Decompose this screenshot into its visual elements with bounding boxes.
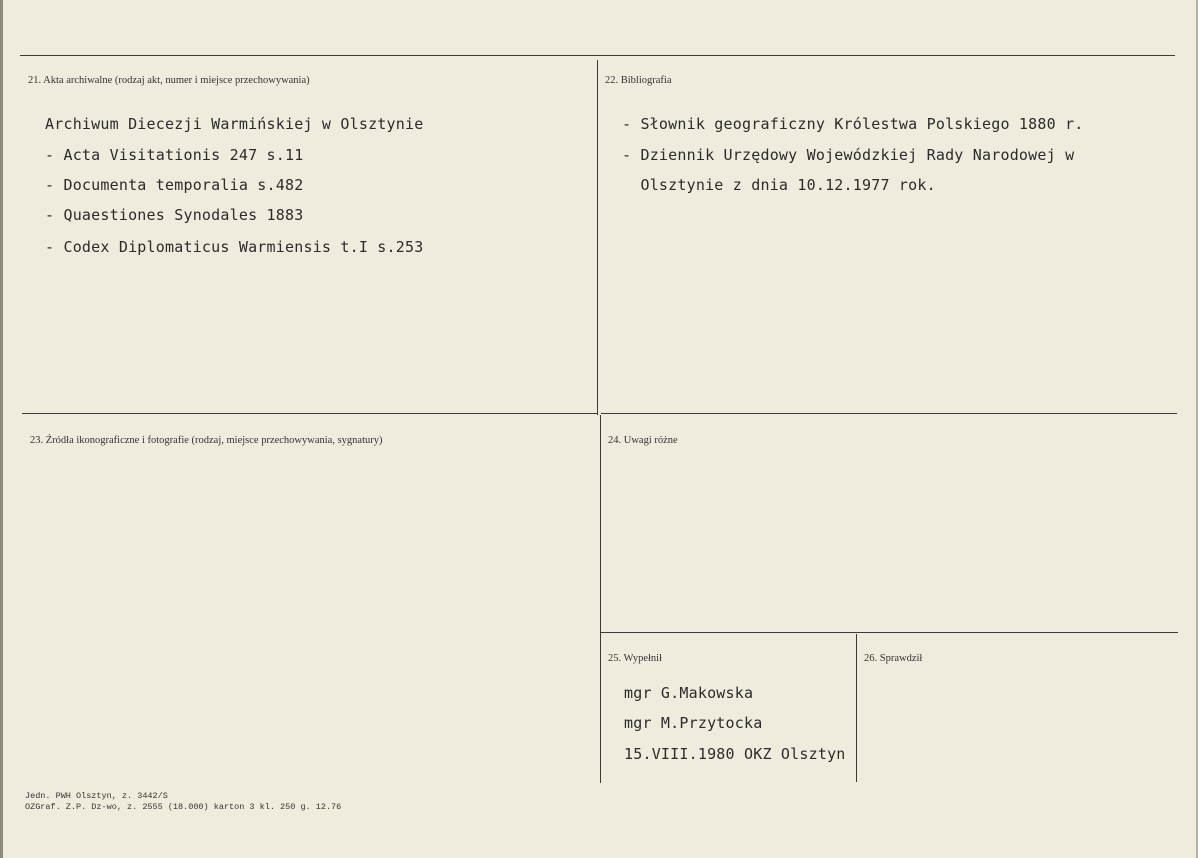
section-22-label: 22. Bibliografia bbox=[605, 75, 672, 86]
center-divider-upper bbox=[597, 60, 598, 415]
card-left-edge bbox=[0, 0, 3, 858]
top-rule bbox=[20, 55, 1175, 56]
section-23-label: 23. Źródła ikonograficzne i fotografie (rodzaj, miejsce przechowywania, sygnatury) bbox=[30, 435, 383, 446]
section-21-label: 21. Akta archiwalne (rodzaj akt, numer i miejsce przechowywania) bbox=[28, 75, 310, 86]
center-divider-lower bbox=[600, 415, 601, 783]
section-21-line: - Documenta temporalia s.482 bbox=[45, 176, 304, 194]
section-24-label: 24. Uwagi różne bbox=[608, 435, 678, 446]
section-21-line: - Acta Visitationis 247 s.11 bbox=[45, 146, 304, 164]
section-25-label: 25. Wypełnił bbox=[608, 653, 663, 664]
section-22-line: - Słownik geograficzny Królestwa Polskiego 1880 r. bbox=[622, 115, 1084, 133]
middle-rule-left bbox=[22, 413, 597, 414]
section-25-line: mgr G.Makowska bbox=[624, 684, 754, 702]
signature-rule bbox=[601, 632, 1178, 633]
section-21-line: - Codex Diplomaticus Warmiensis t.I s.253 bbox=[45, 238, 424, 256]
signature-divider bbox=[856, 634, 857, 782]
printer-imprint-line-2: OZGraf. Z.P. Dz-wo, z. 2555 (18.000) karton 3 kl. 250 g. 12.76 bbox=[25, 802, 342, 812]
section-21-line: Archiwum Diecezji Warmińskiej w Olsztynie bbox=[45, 115, 424, 133]
middle-rule-right bbox=[601, 413, 1177, 414]
printer-imprint-line-1: Jedn. PWH Olsztyn, z. 3442/S bbox=[25, 791, 168, 801]
section-22-line: Olsztynie z dnia 10.12.1977 rok. bbox=[622, 176, 936, 194]
section-25-line: 15.VIII.1980 OKZ Olsztyn bbox=[624, 745, 846, 763]
section-25-line: mgr M.Przytocka bbox=[624, 714, 763, 732]
section-21-line: - Quaestiones Synodales 1883 bbox=[45, 206, 304, 224]
section-26-label: 26. Sprawdził bbox=[864, 653, 923, 664]
section-22-line: - Dziennik Urzędowy Wojewódzkiej Rady Narodowej w bbox=[622, 146, 1075, 164]
